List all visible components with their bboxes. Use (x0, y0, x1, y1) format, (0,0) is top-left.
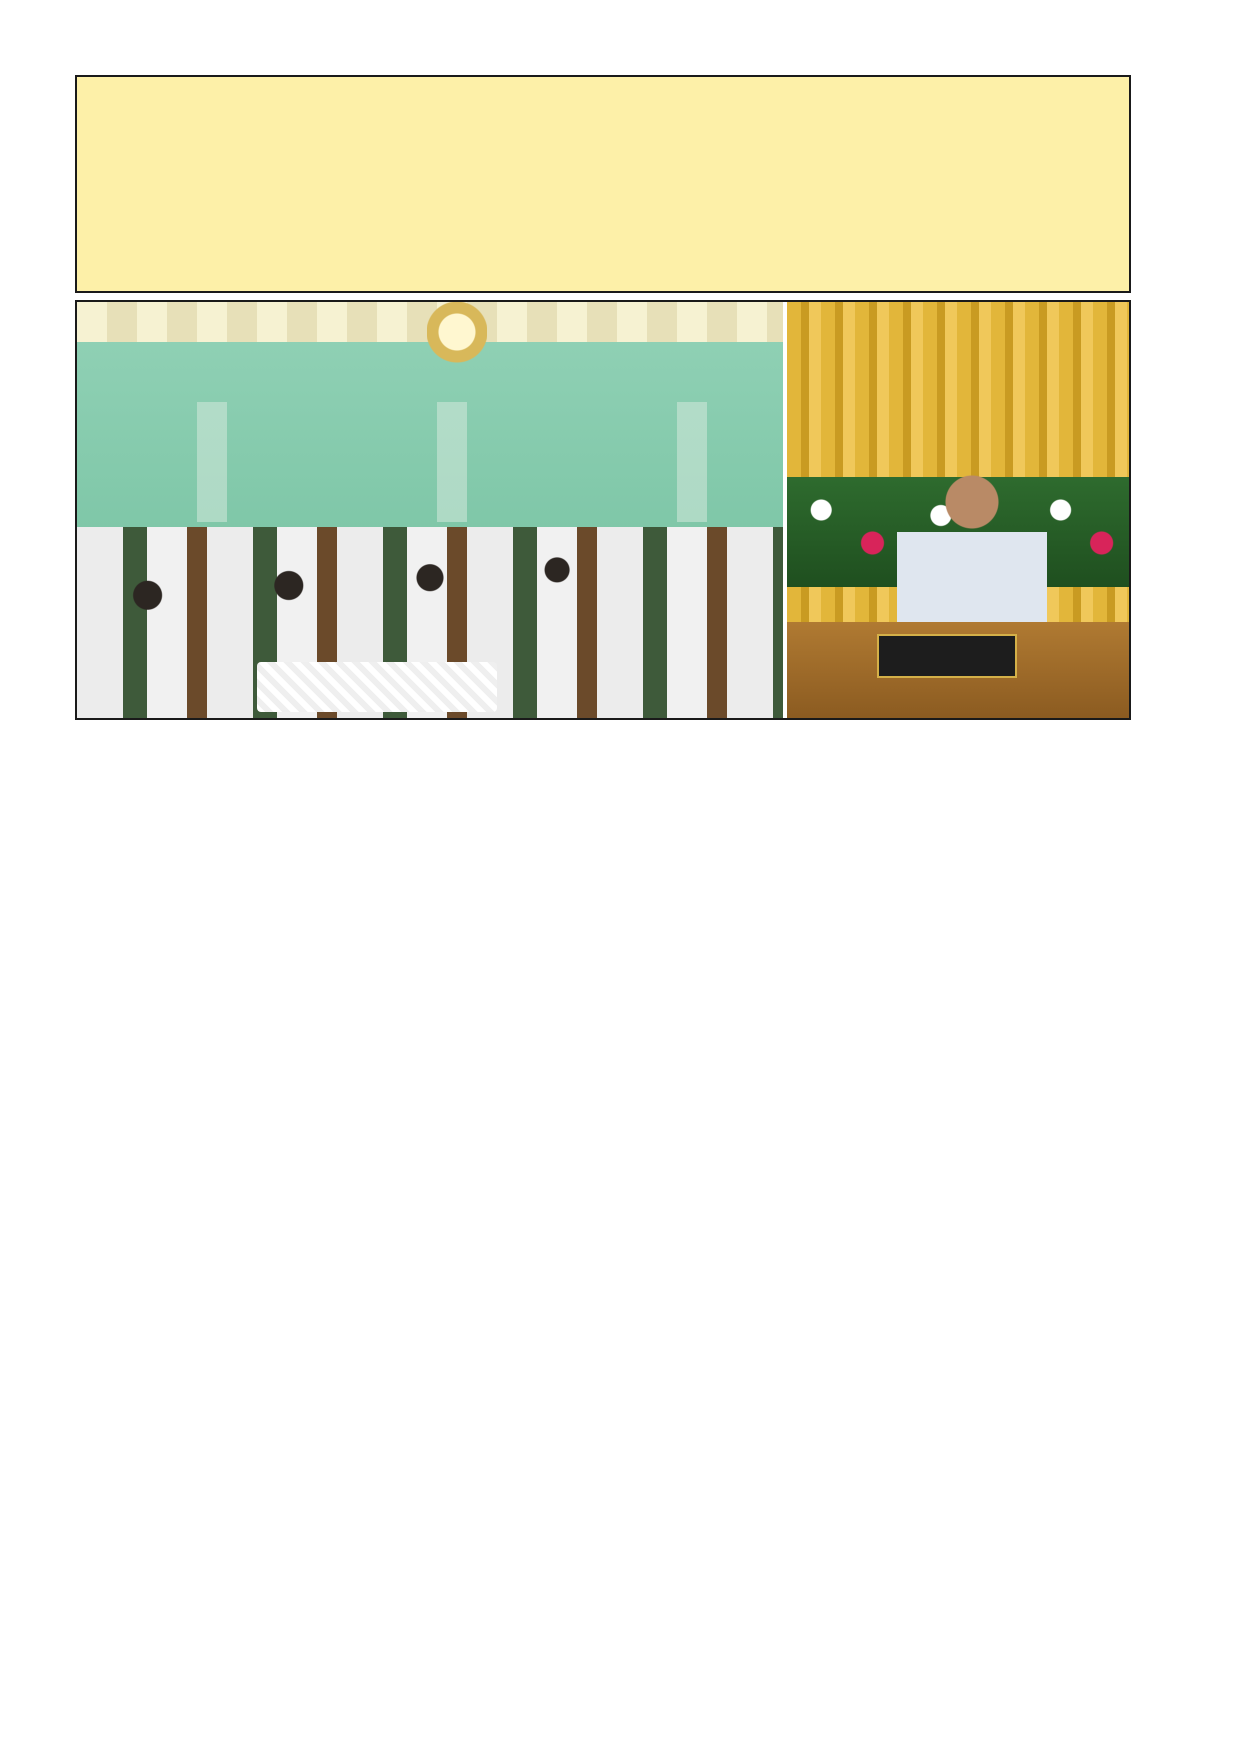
front-table (257, 662, 497, 712)
left-column (78, 730, 590, 856)
meeting-hall-photo (77, 302, 783, 718)
chandelier-icon (427, 302, 487, 377)
photo-strip (75, 300, 1131, 720)
desk-nameplate (877, 634, 1017, 678)
page-number (80, 38, 104, 68)
paragraph-right-1 (618, 730, 1130, 773)
article-body (78, 730, 1130, 856)
paragraph-right-2 (618, 793, 1130, 836)
paragraph-left-2 (78, 793, 590, 836)
headline-line-4 (101, 229, 1105, 265)
paragraph-left-1 (78, 730, 590, 773)
headline-line-2 (101, 145, 1105, 181)
headline-line-1 (101, 103, 1105, 139)
right-column (618, 730, 1130, 856)
headline-line-3 (101, 187, 1105, 223)
headline-box (75, 75, 1131, 293)
speaker-photo (783, 302, 1129, 718)
hall-windows (77, 402, 783, 522)
